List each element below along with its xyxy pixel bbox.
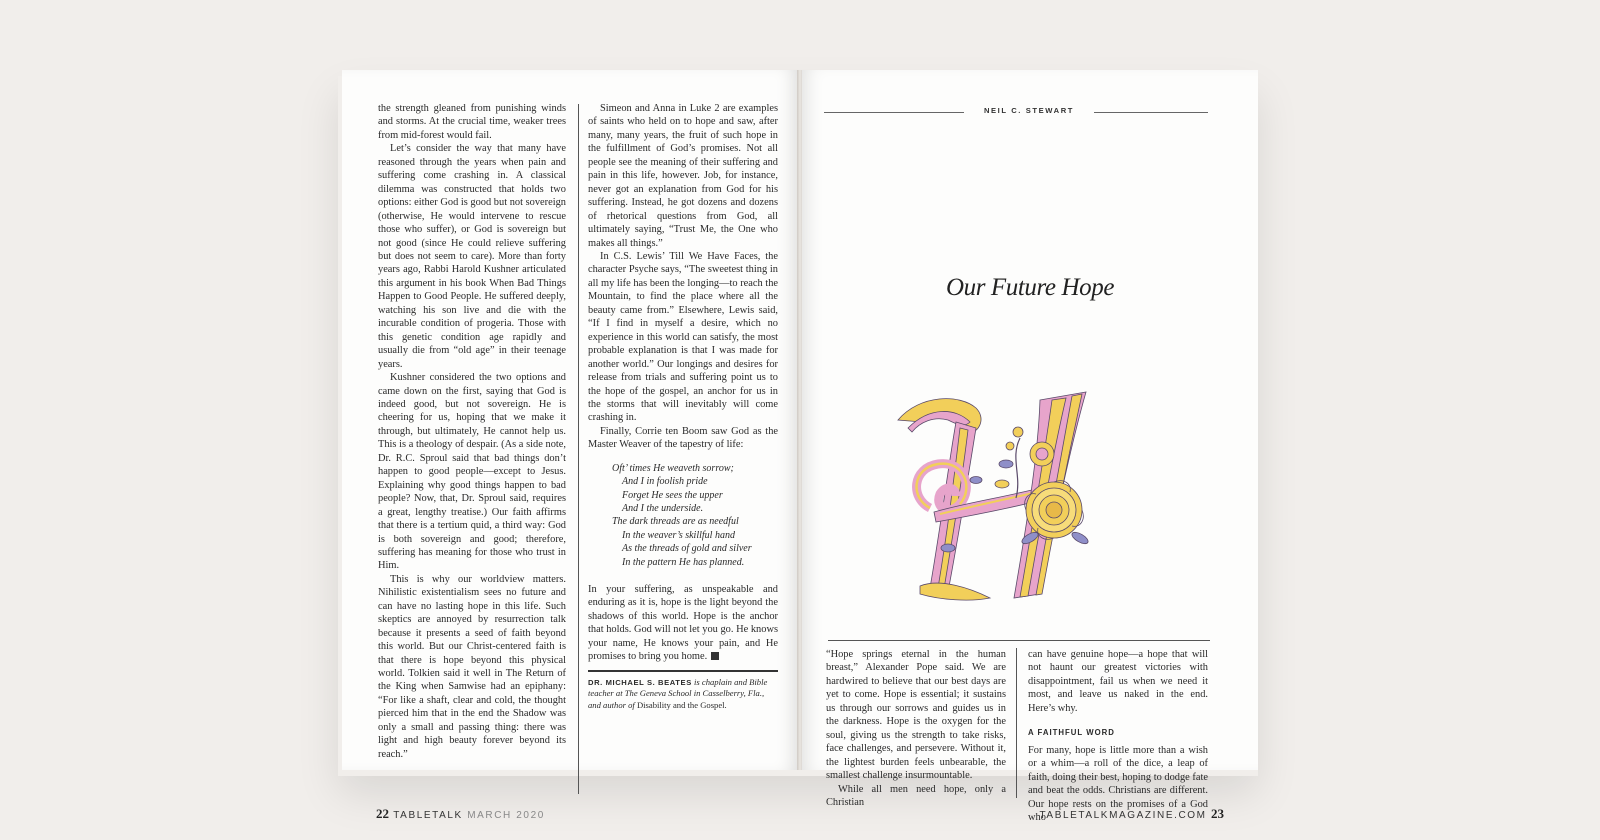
folio-site: TABLETALKMAGAZINE.COM [1039, 810, 1207, 821]
paragraph: Simeon and Anna in Luke 2 are examples of saints who held on to hope and saw, after many, many years, the fruit of such hope in the fulfillment of God’s promises. Not all people see the meaning of their suffering and pain in this life, however. Job, for instance, never got an explanation from God for his suffering. Instead, he got dozens and dozens of rhetorical questions from God, all ultimately saying, “Trust Me, the One who makes all things.” [588, 103, 778, 249]
poem-line: And I the underside. [622, 503, 704, 514]
bio-name: DR. MICHAEL S. BEATES [588, 677, 692, 687]
poem-line: As the threads of gold and silver [622, 543, 752, 555]
section-rule [828, 640, 1210, 641]
bio-text: is chaplain and Bible teacher at The Geneva School in Casselberry, Fla., and author of [588, 676, 768, 710]
right-column-2 [1028, 648, 1208, 824]
right-folio [1039, 806, 1224, 822]
byline-rule-right [1094, 112, 1208, 113]
page-number: 23 [1211, 806, 1224, 821]
poem-line: Oft’ times He weaveth sorrow; [612, 462, 734, 474]
paragraph: For many, hope is little more than a wish or a whim—a roll of the dice, a leap of faith, doing their best, hoping to dodge fate and beat the odds. Christians are different. Our hope rests on the promises of a God who [1028, 744, 1208, 823]
column-divider [578, 104, 579, 794]
ornamental-h-letter-illustration [890, 388, 1120, 608]
closing-paragraph [588, 583, 778, 664]
poem-line: The dark threads are as needful [612, 516, 739, 528]
bio-book: Disability and the Gospel. [634, 699, 727, 710]
end-mark-icon [711, 652, 719, 660]
byline-row [824, 106, 1208, 118]
paragraph: Kushner considered the two options and came down on the first, saying that God is indeed good, but not sovereign. He is cheering for us, hoping that we make it through, but ultimately, He cannot help us. This is a theology of despair. (As a side note, Dr. R.C. Sproul said that bad things don’t happen to good people—except to Jesus. Explaining why good things happen to bad people? Now, that, Dr. Sproul said, requires a great, lengthy treatise.) Our faith affirms that there is a tertium quid, a third way: God is both sovereign and good; therefore, suffering has meaning for those who trust in Him. [378, 372, 566, 572]
subhead: A FAITHFUL WORD [1028, 728, 1115, 738]
poem [612, 462, 778, 569]
page-number: 22 [376, 806, 389, 821]
right-column-1 [826, 648, 1006, 809]
column-divider [1016, 648, 1017, 798]
right-page [802, 70, 1258, 823]
poem-line: In the pattern He has planned. [622, 556, 745, 568]
left-page [342, 70, 798, 821]
author-bio [588, 677, 778, 711]
paragraph: Let’s consider the way that many have reasoned through the years when pain and suffering come crashing in. A classical dilemma was constructed that holds two options: either God is good but not sovereign (otherwise, He would intervene to rescue those who suffer), or God is sovereign but not good (since He could relieve suffering but does not seem to care). More than forty years ago, Rabbi Harold Kushner articulated this argument in his book When Bad Things Happen to Good People. He suffered deeply, watching his son live and die with the incurable condition of progeria. Those with this genetic condition age rapidly and usually die from “old age” in their teenage years. [378, 143, 566, 370]
paragraph: While all men need hope, only a Christian [826, 783, 1006, 808]
poem-line: Forget He sees the upper [622, 489, 723, 501]
paragraph: This is why our worldview matters. Nihilistic existentialism sees no future and can have no lasting hope in this life. Such skeptics are annoyed by resurrection talk because it presents a seed of faith beyond this world. But our Christ-centered faith is that there is hope beyond this physical world. Tolkien said it well in The Return of the King when Samwise had an epiphany: “For like a shaft, clear and cold, the thought pierced him that in the end the Shadow was only a small and passing thing: there was light and high beauty forever beyond its reach.” [378, 573, 566, 760]
paragraph: “Hope springs eternal in the human breast,” Alexander Pope said. We are hardwired to believe that our best days are yet to come. Hope is essential; it sustains us through our sorrows and guides us in the darkness. Hope is the oxygen for the soul, giving us the strength to take risks, face challenges, and persevere. Without it, the lightest burden feels unbearable, the smallest challenge insurmountable. [826, 649, 1006, 782]
left-folio [376, 806, 545, 822]
closing-text: In your suffering, as unspeakable and enduring as it is, hope is the light beyond the shadows of this world. Hope is the anchor that holds. God will not let you go. He knows your name, He knows your pain, and He promises to bring you home. [588, 584, 778, 663]
bio-rule [588, 670, 778, 672]
paragraph: Finally, Corrie ten Boom saw God as the Master Weaver of the tapestry of life: [588, 425, 778, 451]
left-column-2 [588, 102, 778, 711]
paragraph: In C.S. Lewis’ Till We Have Faces, the character Psyche says, “The sweetest thing in all my life has been the longing—to reach the Mountain, to find the place where all the beauty came from.” Elsewhere, Lewis said, “If I find in myself a desire, which no experience in this world can satisfy, the most probable explanation is that I was made for another world.” Our longings and desires for release from trials and suffering point us to the hope of the gospel, an anchor for us in the storms that will inevitably will come crashing in. [588, 250, 778, 424]
article-title: Our Future Hope [945, 274, 1115, 301]
left-column-1 [378, 102, 566, 761]
poem-line: And I in foolish pride [622, 476, 708, 488]
folio-issue: MARCH 2020 [467, 810, 545, 821]
poem-line: In the weaver’s skillful hand [622, 529, 735, 541]
paragraph: can have genuine hope—a hope that will not haunt our greatest victories with disappointment, fail us when we need it most, and leave us naked in the end. Here’s why. [1028, 649, 1208, 714]
paragraph: the strength gleaned from punishing winds and storms. At the crucial time, weaker trees from mid-forest would fail. [378, 103, 566, 141]
folio-magazine: TABLETALK [393, 810, 463, 821]
byline-rule-left [824, 112, 964, 113]
byline: NEIL C. STEWART [983, 106, 1075, 115]
